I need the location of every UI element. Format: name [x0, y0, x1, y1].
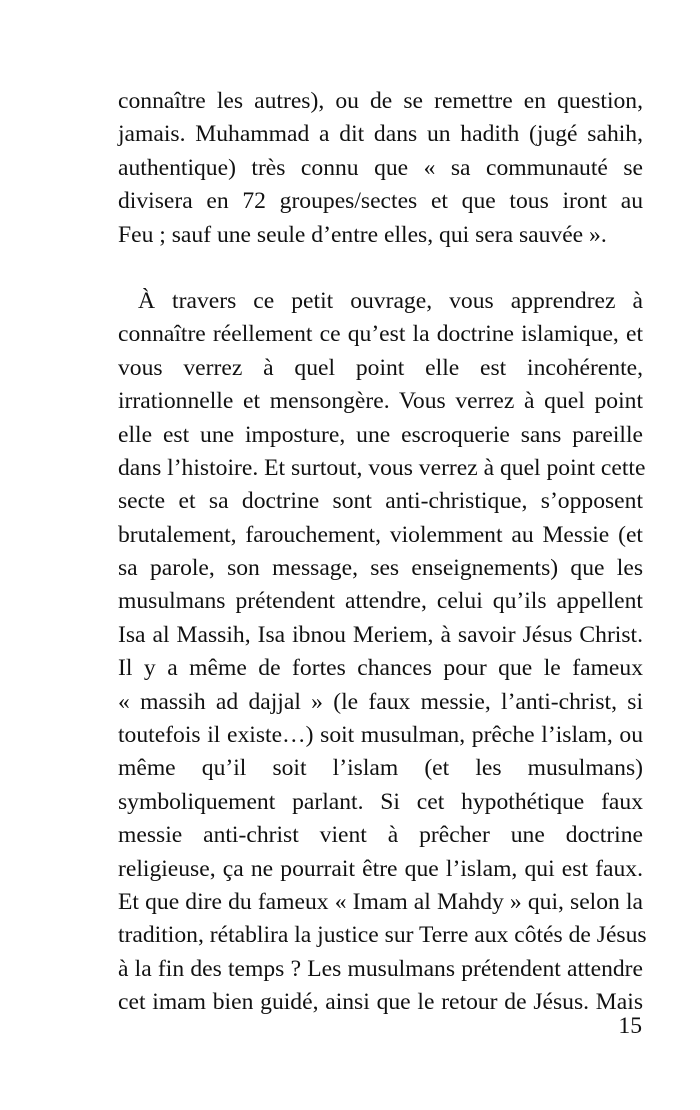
- text-line: Feu ; sauf une seule d’entre elles, qui sera sauvée ».: [118, 221, 607, 248]
- paragraph-2: [118, 285, 647, 1020]
- page-number: 15: [618, 1013, 642, 1039]
- text-line: À travers ce petit ouvrage, vous apprendrez à: [138, 287, 643, 314]
- text-line: « massih ad dajjal » (le faux messie, l’anti-christ, si: [118, 688, 643, 715]
- text-line: religieuse, ça ne pourrait être que l’islam, qui est faux.: [118, 855, 643, 882]
- text-line: elle est une imposture, une escroquerie sans pareille: [118, 421, 643, 448]
- page-body: [118, 85, 647, 1020]
- text-line: jamais. Muhammad a dit dans un hadith (jugé sahih,: [118, 121, 643, 148]
- text-line: tradition, rétablira la justice sur Terre aux côtés de Jésus: [118, 922, 647, 949]
- text-line: Isa al Massih, Isa ibnou Meriem, à savoir Jésus Christ.: [118, 621, 643, 648]
- text-line: sa parole, son message, ses enseignements) que les: [118, 555, 643, 582]
- text-line: Il y a même de fortes chances pour que le fameux: [118, 655, 643, 682]
- text-line: connaître réellement ce qu’est la doctrine islamique, et: [118, 321, 643, 348]
- text-line: vous verrez à quel point elle est incohérente,: [118, 354, 643, 381]
- text-line: à la fin des temps ? Les musulmans prétendent attendre: [118, 955, 643, 982]
- text-line: dans l’histoire. Et surtout, vous verrez à quel point cette: [118, 454, 646, 481]
- text-line: brutalement, farouchement, violemment au Messie (et: [118, 521, 643, 548]
- paragraph-1: [118, 85, 643, 252]
- text-line: même qu’il soit l’islam (et les musulmans): [118, 755, 643, 782]
- text-line: cet imam bien guidé, ainsi que le retour de Jésus. Mais: [118, 989, 643, 1016]
- text-line: Et que dire du fameux « Imam al Mahdy » qui, selon la: [118, 888, 643, 915]
- text-line: messie anti-christ vient à prêcher une doctrine: [118, 822, 643, 849]
- text-line: authentique) très connu que « sa communauté se: [118, 154, 643, 181]
- text-line: divisera en 72 groupes/sectes et que tous iront au: [118, 188, 643, 215]
- text-line: toutefois il existe…) soit musulman, prêche l’islam, ou: [118, 722, 643, 749]
- text-line: musulmans prétendent attendre, celui qu’ils appellent: [118, 588, 643, 615]
- text-line: irrationnelle et mensongère. Vous verrez à quel point: [118, 388, 643, 415]
- text-line: symboliquement parlant. Si cet hypothétique faux: [118, 788, 643, 815]
- text-line: secte et sa doctrine sont anti-christique, s’opposent: [118, 488, 643, 515]
- text-line: connaître les autres), ou de se remettre en question,: [118, 88, 643, 114]
